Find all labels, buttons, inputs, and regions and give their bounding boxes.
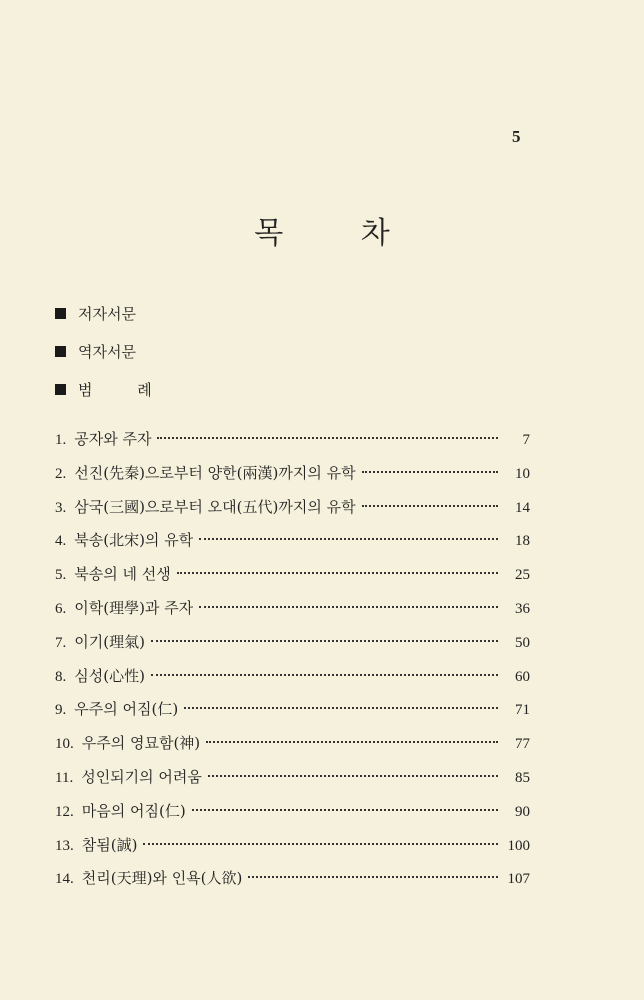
toc-entry — [55, 491, 530, 525]
dot-leader — [184, 707, 498, 709]
toc-page: 60 — [515, 668, 530, 685]
toc-label: 이기(理氣) — [74, 632, 145, 651]
toc-label: 이학(理學)과 주자 — [74, 598, 194, 617]
toc-number: 2. — [55, 465, 67, 482]
toc-label: 마음의 어짐(仁) — [81, 801, 186, 820]
front-matter-item — [55, 332, 172, 370]
dot-leader — [206, 741, 498, 743]
toc-label: 삼국(三國)으로부터 오대(五代)까지의 유학 — [74, 497, 356, 516]
toc-entry — [55, 660, 530, 694]
dot-leader — [208, 775, 498, 777]
dot-leader — [362, 505, 498, 507]
front-matter-list — [55, 294, 172, 408]
toc-label: 선진(先秦)으로부터 양한(兩漢)까지의 유학 — [74, 463, 356, 482]
toc-entry — [55, 795, 530, 829]
toc-number: 14. — [55, 871, 74, 888]
toc-entry — [55, 592, 530, 626]
toc-page: 90 — [515, 803, 530, 820]
toc-page: 7 — [522, 432, 530, 448]
table-of-contents — [55, 423, 530, 896]
toc-entry — [55, 457, 530, 491]
toc-label: 북송의 네 선생 — [74, 565, 171, 584]
toc-label: 북송(北宋)의 유학 — [74, 531, 194, 550]
square-bullet-icon — [55, 308, 66, 319]
toc-page: 50 — [515, 634, 530, 651]
toc-entry — [55, 524, 530, 558]
dot-leader — [157, 437, 498, 439]
toc-page: 77 — [515, 736, 530, 753]
toc-entry — [55, 423, 530, 457]
toc-entry — [55, 829, 530, 863]
toc-entry — [55, 693, 530, 727]
toc-page: 18 — [515, 533, 530, 550]
toc-number: 13. — [55, 837, 74, 854]
front-matter-label: 범 례 — [78, 380, 172, 399]
toc-label: 심성(心性) — [74, 666, 145, 685]
toc-number: 3. — [55, 499, 67, 516]
toc-page: 10 — [515, 465, 530, 482]
square-bullet-icon — [55, 384, 66, 395]
toc-entry — [55, 862, 530, 896]
dot-leader — [362, 471, 498, 473]
front-matter-item — [55, 370, 172, 408]
dot-leader — [192, 809, 498, 811]
toc-number: 4. — [55, 533, 67, 550]
toc-entry — [55, 558, 530, 592]
toc-label: 성인되기의 어려움 — [81, 767, 202, 786]
dot-leader — [143, 843, 498, 845]
toc-number: 6. — [55, 600, 67, 617]
toc-page: 36 — [515, 600, 530, 617]
dot-leader — [177, 572, 498, 574]
toc-number: 5. — [55, 567, 67, 584]
dot-leader — [248, 876, 498, 878]
toc-page: 25 — [515, 567, 530, 584]
dot-leader — [199, 538, 498, 540]
toc-entry — [55, 626, 530, 660]
toc-label: 천리(天理)와 인욕(人欲) — [81, 869, 243, 888]
toc-page: 85 — [515, 769, 530, 786]
toc-entry — [55, 727, 530, 761]
toc-number: 12. — [55, 803, 74, 820]
toc-entry — [55, 761, 530, 795]
toc-label: 참됨(誠) — [81, 835, 138, 854]
front-matter-label: 저자서문 — [78, 304, 136, 323]
front-matter-label: 역자서문 — [78, 342, 136, 361]
dot-leader — [151, 640, 498, 642]
toc-number: 8. — [55, 668, 67, 685]
toc-page: 100 — [507, 837, 530, 854]
front-matter-item — [55, 294, 172, 332]
toc-page: 71 — [515, 702, 530, 719]
toc-page: 14 — [515, 499, 530, 516]
dot-leader — [151, 674, 498, 676]
toc-page: 107 — [507, 871, 530, 888]
toc-number: 7. — [55, 634, 67, 651]
toc-label: 우주의 영묘함(神) — [81, 734, 201, 753]
dot-leader — [199, 606, 498, 608]
page-title: 목 차 — [254, 216, 424, 252]
toc-number: 1. — [55, 432, 67, 448]
toc-number: 9. — [55, 702, 67, 719]
toc-number: 10. — [55, 736, 74, 753]
toc-label: 공자와 주자 — [74, 430, 152, 448]
square-bullet-icon — [55, 346, 66, 357]
toc-label: 우주의 어짐(仁) — [74, 700, 179, 719]
toc-number: 11. — [55, 769, 74, 786]
page-number: 5 — [512, 127, 521, 146]
